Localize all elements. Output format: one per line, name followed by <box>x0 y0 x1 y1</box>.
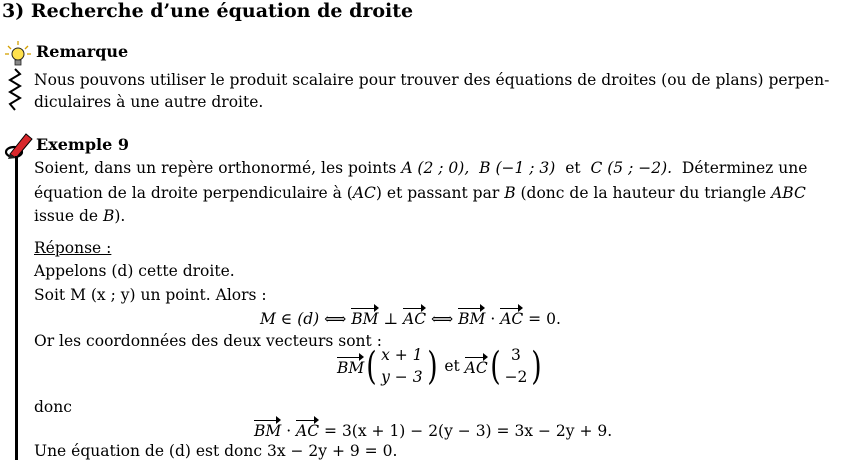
vector-bm: BM <box>458 306 485 328</box>
vector-bm: BM <box>351 306 378 328</box>
math-b: B <box>504 184 516 202</box>
remarque-line-2: diculaires à une autre droite. <box>34 93 264 111</box>
reponse-label: Réponse : <box>34 239 112 257</box>
paren-right: ) <box>531 344 543 388</box>
exemple-sidebar-rule <box>15 156 18 460</box>
eq-part: ⟺ <box>426 310 459 328</box>
eq-part: · <box>281 422 297 440</box>
zigzag-icon <box>8 68 22 112</box>
paren-left: ( <box>366 344 377 388</box>
exemple-text: équation de la droite perpendiculaire à ( <box>34 184 353 202</box>
ac-y: −2 <box>504 368 528 386</box>
vector-ac: AC <box>296 418 319 440</box>
eq-part: = 3(x + 1) − 2(y − 3) = 3x − 2y + 9. <box>319 422 613 440</box>
reponse-line-3: Or les coordonnées des deux vecteurs sont : <box>34 332 382 350</box>
bm-y: y − 3 <box>381 368 423 386</box>
reponse-final: Une équation de (d) est donc 3x − 2y + 9 = 0. <box>34 442 398 460</box>
equation-2 <box>254 418 612 440</box>
point-c: C (5 ; −2). <box>590 159 673 177</box>
remarque-line-1: Nous pouvons utiliser le produit scalaire pour trouver des équations de droites (ou de plans) perpen- <box>34 71 830 89</box>
vector-bm: BM <box>337 355 364 377</box>
pencil-icon <box>4 130 34 160</box>
exemple-text: ). <box>114 207 126 225</box>
exemple-line-3 <box>34 207 125 225</box>
donc-label: donc <box>34 398 72 416</box>
point-a: A (2 ; 0), <box>401 159 470 177</box>
ac-x: 3 <box>511 346 521 364</box>
paren-right: ) <box>426 344 438 388</box>
vector-ac: AC <box>500 306 523 328</box>
equation-1 <box>260 306 561 328</box>
exemple-text: et <box>565 159 581 177</box>
vector-ac: AC <box>403 306 426 328</box>
exemple-line-2 <box>34 184 806 202</box>
exemple-text: (donc de la hauteur du triangle <box>515 184 772 202</box>
point-b: B (−1 ; 3) <box>479 159 556 177</box>
vector-bm: BM <box>254 418 281 440</box>
exemple-text: Soient, dans un repère orthonormé, les points <box>34 159 402 177</box>
exemple-text: issue de <box>34 207 103 225</box>
coords-et: et <box>444 357 460 375</box>
math-abc: ABC <box>771 184 806 202</box>
exemple-text: Déterminez une <box>681 159 808 177</box>
math-ac: AC <box>352 184 376 202</box>
remarque-title: Remarque <box>36 42 129 61</box>
eq-part: · <box>485 310 501 328</box>
lightbulb-icon <box>4 40 32 68</box>
exemple-title: Exemple 9 <box>36 135 129 154</box>
coordinates-row <box>337 344 544 388</box>
vector-ac: AC <box>465 355 488 377</box>
section-title: 3) Recherche d’une équation de droite <box>2 0 414 22</box>
exemple-line-1 <box>34 159 807 177</box>
bm-x: x + 1 <box>381 346 423 364</box>
eq-part: M ∈ (d) ⟺ <box>260 310 352 328</box>
reponse-line-1: Appelons (d) cette droite. <box>34 262 235 280</box>
eq-part: ⊥ <box>378 310 403 328</box>
reponse-line-2: Soit M (x ; y) un point. Alors : <box>34 286 267 304</box>
paren-left: ( <box>489 344 501 388</box>
exemple-text: ) et passant par <box>375 184 505 202</box>
math-b: B <box>102 207 115 225</box>
eq-part: = 0. <box>523 310 561 328</box>
